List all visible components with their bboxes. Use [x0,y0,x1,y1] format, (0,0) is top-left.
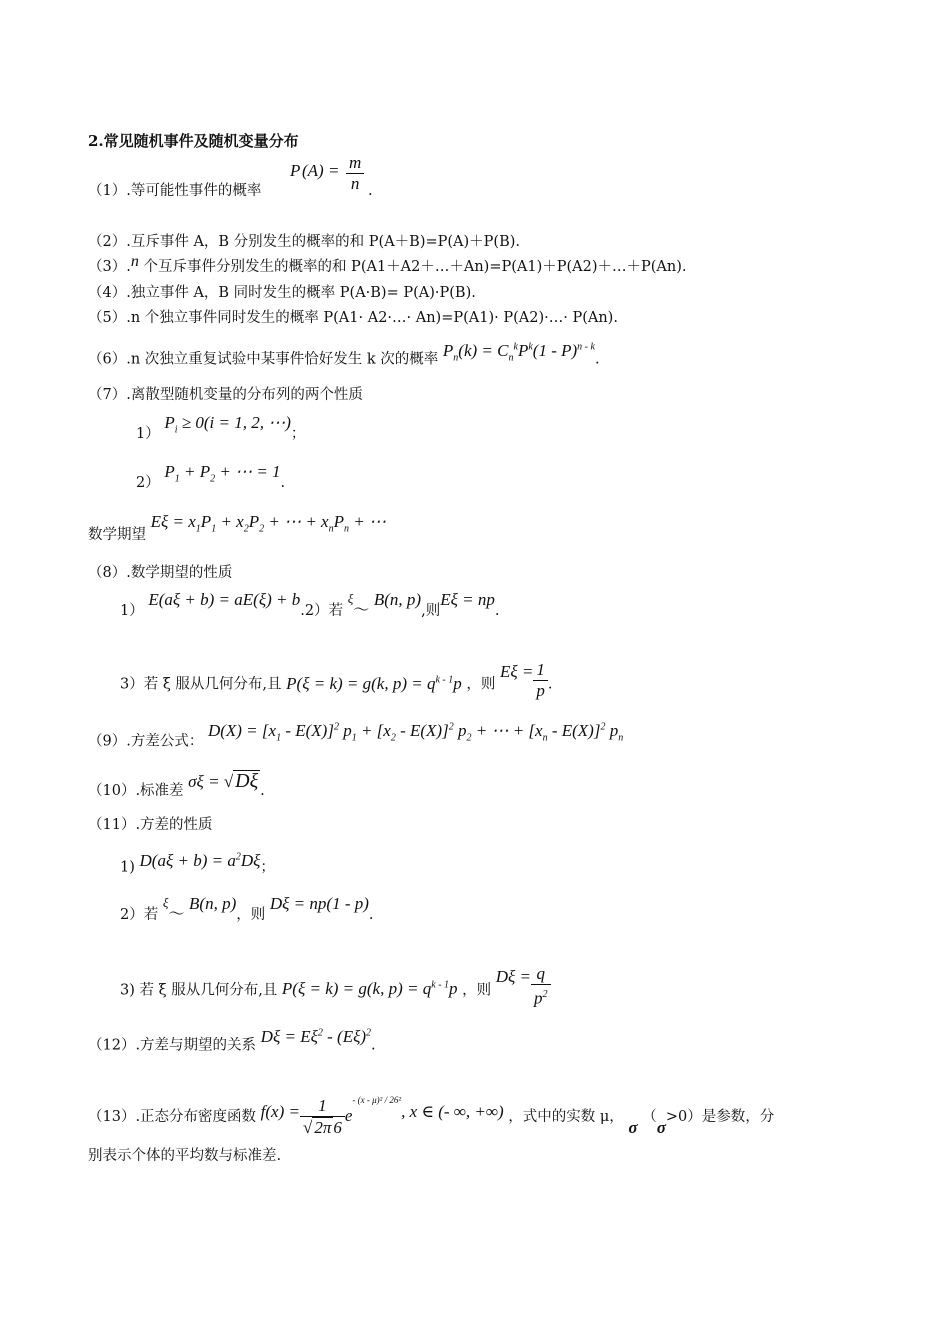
expectation-label: 数学期望 [88,527,146,543]
fraction-m-n: $\frac{m}{n}$ [346,153,364,194]
formula-std-dev: σξ = √ Dξ [188,770,259,792]
item-13-text-2: >0）是参数，分 [665,1109,775,1125]
fraction-normal: $\frac{1}{√ 2\pi 6}$ [300,1096,345,1138]
formula-binomial-dist: B(n, p) [373,590,422,609]
formula-binomial-var: Dξ = np(1 - p) [269,894,369,913]
item-11-3-label: 3) 若 ξ 服从几何分布,且 [120,982,278,999]
item-11-3: 3) 若 ξ 服从几何分布,且 P(ξ = k) = g(k, $p) = q^{k - 1}p$ ，则 Dξ = $\frac{q}{p^2}$ [120,968,551,1013]
fraction-1-p: $\frac{1}{p}$ [533,660,548,701]
formula-nonneg: $P_i \ge 0(i = 1$, 2, ⋯) [164,413,291,436]
formula-linear-expect: E(aξ + b) = aE(ξ) + b [148,590,301,609]
item-7-2-label: 2） [136,475,160,491]
item-8: （8）.数学期望的性质 [88,565,233,581]
item-10: （10）.标准差 σξ = √ Dξ . [88,770,265,799]
item-9-label: （9）.方差公式： [88,733,204,750]
item-12: （12）.方差与期望的关系 $D\xi = E\xi^2 - (E\xi)^2$. [88,1026,376,1054]
expectation [88,512,386,551]
item-7-1: 1） $P_i \ge 0(i = 1$, 2, ⋯)； [136,413,306,442]
item-13-paren: （ [642,1109,657,1125]
formula-geometric: P(ξ = k) = g(k, $p) = q^{k - 1}p$ [286,673,462,693]
item-4: （4）.独立事件 A，B 同时发生的概率 P(A·B)= P(A)·P(B). [88,285,476,301]
section-heading: 2.常见随机事件及随机变量分布 [88,132,299,150]
item-8-1-label: 1） [120,603,144,619]
item-3-text: 个互斥事件分别发生的概率的和 P(A1＋A2＋…＋An)=P(A1)＋P(A2)＋…＋P(An). [143,259,687,275]
item-13-cont: 别表示个体的平均数与标准差. [88,1148,282,1164]
item-13-label: （13）.正态分布密度函数 [88,1109,257,1125]
item-11: （11）.方差的性质 [88,817,213,833]
item-6: （6）.n 次独立重复试验中某事件恰好发生 k 次的概率 $P_n(k) = C_n^kP^k(1 - P)^{n - k}$. [88,340,600,368]
item-7-1-label: 1） [136,426,160,442]
formula-normal-density: f(x) = [260,1102,300,1121]
item-1-text: （1）.等可能性事件的概率 [88,183,262,199]
item-11-3-then: ，则 [462,982,492,999]
formula-geometric-2: P(ξ = k) = g(k, $p) = q^{k - 1}p$ [281,979,458,999]
item-12-label: （12）.方差与期望的关系 [88,1037,257,1054]
formula-linear-var: $D(a\xi + b) = a^2D\xi$ [139,850,261,870]
item-8-3-then: ，则 [466,676,496,693]
item-8-3: 3）若 ξ 服从几何分布,且 P(ξ = k) = g(k, $p) = q^{k - 1}p$ ，则 Eξ = $\frac{1}{p}$ . [120,660,553,700]
item-11-2-then: ，则 [236,907,266,923]
item-11-1-label: 1) [120,859,135,876]
item-8-2-then: ,则 [421,603,441,619]
item-11-2-label: 2）若 [120,907,159,923]
item-8-3-label: 3）若 ξ 服从几何分布,且 [120,676,282,693]
formula-equal-prob: P [290,161,301,180]
item-9 [88,720,624,758]
item-13-text: ，式中的实数 μ， [508,1109,624,1125]
fraction-q-p2: $\frac{q}{p^2}$ [531,964,551,1009]
item-6-text: （6）.n 次独立重复试验中某事件恰好发生 k 次的概率 [88,351,439,368]
formula-sum-one: $P_1 + P_2$ + ⋯ = 1 [164,462,281,485]
item-3: （3）.n 个互斥事件分别发生的概率的和 P(A1＋A2＋…＋An)=P(A1)＋P(A2)＋…＋P(An). [88,253,687,275]
item-13: （13）.正态分布密度函数 f(x) = $\frac{1}{√ 2\pi 6}$ $e^{- (x - \mu)^2 / 26^2}$, x ∈ (- ∞, +∞) ，式中的实数 μ， σ （σ>0）是参数，分 [88,1095,775,1137]
formula-binomial: $P_n(k) = C_n^kP^k(1 - P)^{n - k}$ [442,340,595,364]
item-3-prefix: （3）. [88,259,131,275]
item-1: （1）.等可能性事件的概率 P (A) = $\frac{m}{n}$ . [88,153,373,199]
item-11-2: 2）若 ξ～ B(n, p)，则 Dξ = np(1 - p). [120,894,374,923]
item-8-2-label: .2）若 [300,603,344,619]
item-11-1: 1) $D(a\xi + b) = a^2D\xi$； [120,850,275,876]
item-7-2: 2） $P_1 + P_2$ + ⋯ = 1. [136,462,286,491]
formula-var-expect: $D\xi = E\xi^2 - (E\xi)^2$ [260,1026,372,1046]
item-10-label: （10）.标准差 [88,783,184,799]
formula-expectation: $E\xi = x_1P_1 + x_2P_2$ + ⋯ + $x_nP_n$ + ⋯ [150,512,386,535]
item-7: （7）.离散型随机变量的分布列的两个性质 [88,387,363,403]
item-8-1: 1） E(aξ + b) = aE(ξ) + b.2）若 ξ～ B(n, p),则Eξ = np. [120,590,500,619]
formula-variance: $D(X) = [x_1 - E(X)]^2$ $p_1 + [x_2 - E(X)]^2$ $p_2$ + ⋯ + $[x_n - E(X)]^2$ $p_n$ [207,720,624,744]
item-2: （2）.互斥事件 A，B 分别发生的概率的和 P(A＋B)=P(A)＋P(B). [88,234,521,250]
item-5: （5）.n 个独立事件同时发生的概率 P(A1· A2·…· An)=P(A1)· P(A2)·…· P(An). [88,310,618,326]
